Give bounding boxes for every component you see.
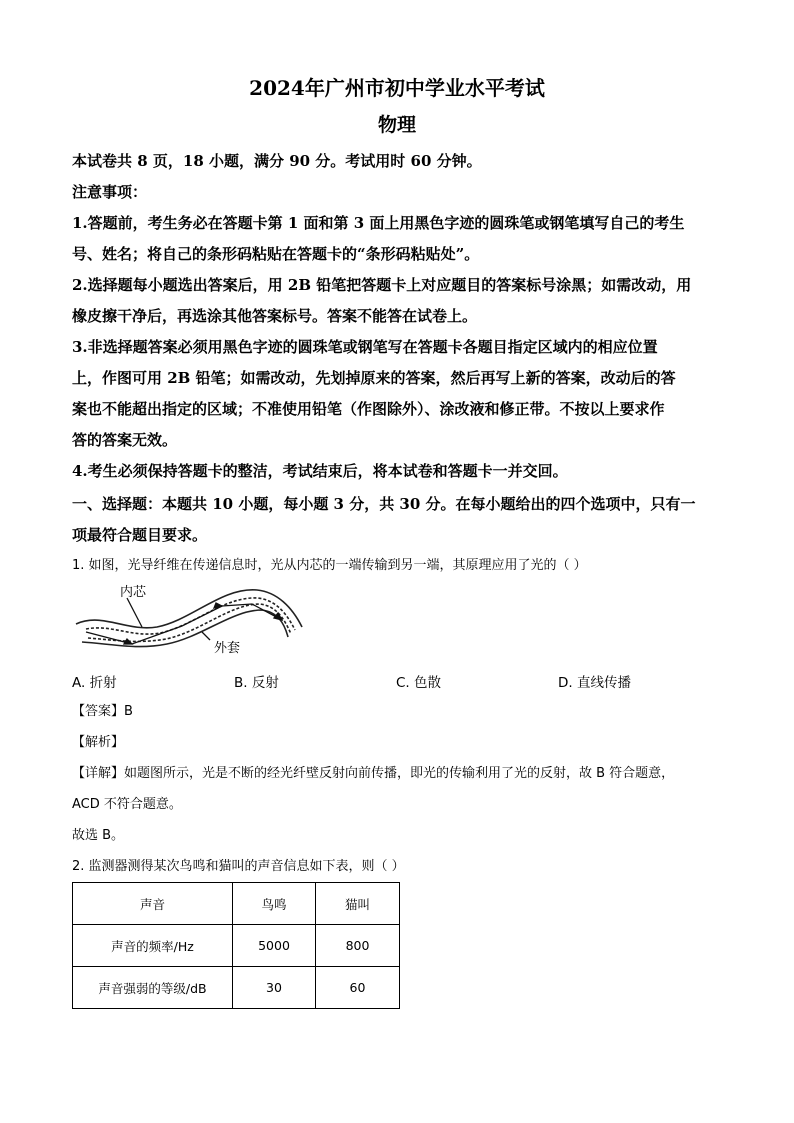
fiber-outer-bottom	[82, 610, 288, 647]
detail-line-2: ACD 不符合题意。	[72, 797, 182, 812]
analysis-label: 【解析】	[72, 735, 125, 750]
ray-arrowhead-3	[274, 613, 282, 620]
header-cell: 鸟鸣	[233, 883, 316, 925]
question-2-stem: 2. 监测器测得某次鸟鸣和猫叫的声音信息如下表，则（ ）	[72, 859, 405, 874]
option-b: B. 反射	[234, 675, 279, 691]
section-heading-line-1: 一、选择题：本题共 10 小题，每小题 3 分，共 30 分。在每小题给出的四个选项中，只有一	[72, 495, 696, 513]
note-2-line-1: 2.选择题每小题选出答案后，用 2B 铅笔把答题卡上对应题目的答案标号涂黑；如需改动，用	[72, 276, 692, 294]
detail-line-1: 【详解】如题图所示，光是不断的经光纤壁反射向前传播，即光的传输利用了光的反射，故 B 符合题意，	[72, 766, 675, 781]
table-row	[73, 967, 400, 1009]
note-3-line-4: 答的答案无效。	[72, 431, 178, 449]
exam-title: 2024年广州市初中学业水平考试	[249, 76, 545, 100]
table-cell: 声音强弱的等级/dB	[73, 967, 233, 1009]
answer-label: 【答案】B	[72, 704, 133, 719]
optical-fiber-figure	[72, 582, 308, 664]
sheath-label: 外套	[214, 641, 241, 656]
note-3-line-3: 案也不能超出指定的区域；不准使用铅笔（作图除外）、涂改液和修正带。不按以上要求作	[72, 400, 665, 418]
note-1-line-1: 1.答题前，考生务必在答题卡第 1 面和第 3 面上用黑色字迹的圆珠笔或钢笔填写自己的考生	[72, 214, 685, 232]
subject-title: 物理	[377, 114, 416, 136]
sound-info-table	[72, 882, 400, 1009]
fiber-core-top	[86, 598, 295, 634]
table-row	[73, 925, 400, 967]
table-cell: 800	[316, 925, 400, 967]
table-cell: 声音的频率/Hz	[73, 925, 233, 967]
sheath-leader-line	[202, 632, 210, 640]
question-1-stem: 1. 如图，光导纤维在传递信息时，光从内芯的一端传输到另一端，其原理应用了光的（ ）	[72, 558, 587, 573]
core-leader-line	[127, 598, 142, 627]
note-3-line-2: 上，作图可用 2B 铅笔；如需改动，先划掉原来的答案，然后再写上新的答案，改动后的答	[72, 369, 676, 387]
note-3-line-1: 3.非选择题答案必须用黑色字迹的圆珠笔或钢笔写在答题卡各题目指定区域内的相应位置	[72, 338, 658, 356]
table-header-row	[73, 883, 400, 925]
note-4: 4.考生必须保持答题卡的整洁，考试结束后，将本试卷和答题卡一并交回。	[72, 462, 568, 480]
exam-summary: 本试卷共 8 页，18 小题，满分 90 分。考试用时 60 分钟。	[72, 152, 482, 170]
option-c: C. 色散	[396, 675, 442, 691]
table-cell: 5000	[233, 925, 316, 967]
option-d: D. 直线传播	[558, 675, 631, 691]
table-cell: 60	[316, 967, 400, 1009]
conclusion: 故选 B。	[72, 828, 125, 843]
note-2-line-2: 橡皮擦干净后，再选涂其他答案标号。答案不能答在试卷上。	[72, 307, 478, 325]
core-label: 内芯	[120, 585, 147, 600]
notes-heading: 注意事项：	[72, 183, 148, 201]
section-heading-line-2: 项最符合题目要求。	[72, 526, 208, 544]
option-a: A. 折射	[72, 675, 117, 691]
table-cell: 30	[233, 967, 316, 1009]
note-1-line-2: 号、姓名；将自己的条形码粘贴在答题卡的“条形码粘贴处”。	[72, 245, 480, 263]
header-cell: 声音	[73, 883, 233, 925]
header-cell: 猫叫	[316, 883, 400, 925]
